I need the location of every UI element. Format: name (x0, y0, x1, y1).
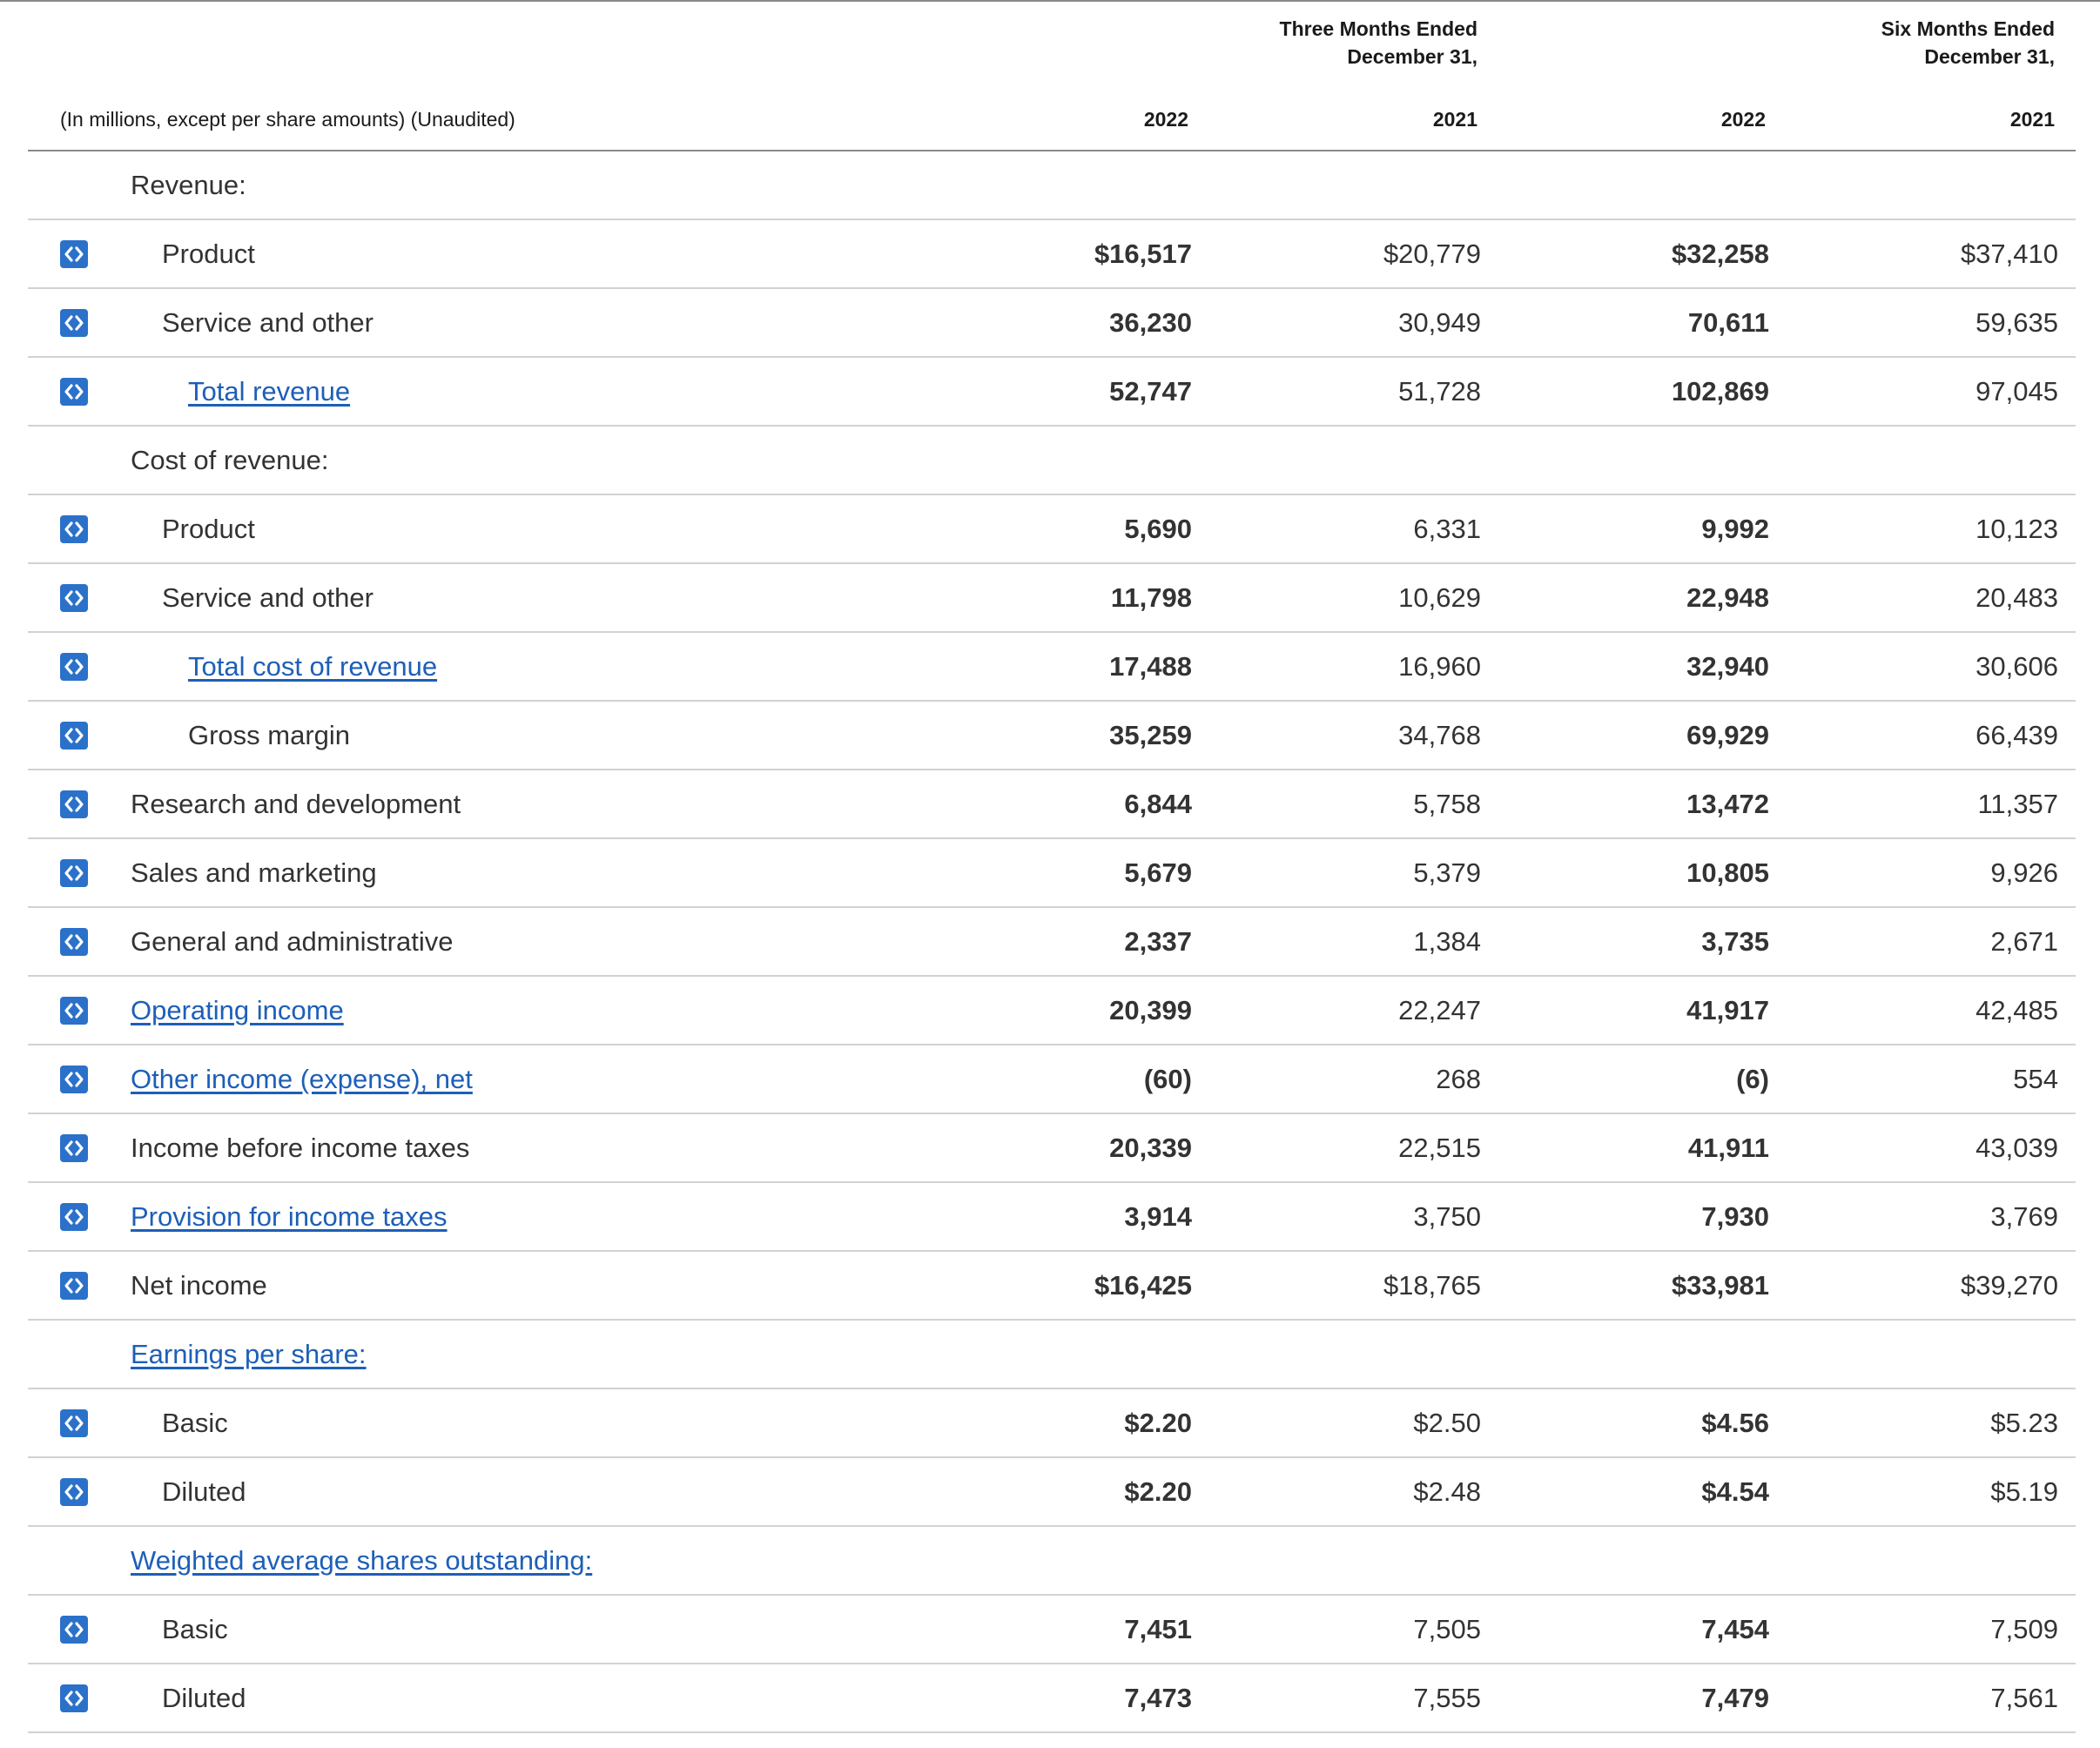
expand-collapse-icon[interactable] (60, 515, 88, 543)
value-cell: 268 (1436, 1064, 1481, 1094)
value-cell: 3,914 (1124, 1201, 1192, 1232)
table-row-provision-for-income-taxes (28, 1183, 2076, 1252)
value-cell: 7,930 (1701, 1201, 1769, 1232)
row-label: Product (162, 514, 255, 544)
row-label: Gross margin (188, 720, 351, 750)
table-row-revenue (28, 151, 2076, 220)
value-cell: 97,045 (1975, 376, 2058, 407)
table-row-earnings-per-share (28, 1321, 2076, 1389)
value-cell: 17,488 (1109, 651, 1192, 682)
row-label: Net income (131, 1270, 267, 1301)
value-cell: 22,515 (1398, 1133, 1481, 1163)
value-cell: 9,926 (1990, 857, 2058, 888)
table-row-research-and-development (28, 770, 2076, 839)
value-cell: 30,606 (1975, 651, 2058, 682)
year-header-ytd-2022: 2022 (1720, 108, 1766, 131)
expand-collapse-icon[interactable] (60, 1616, 88, 1644)
value-cell: 2,671 (1990, 926, 2058, 957)
expand-collapse-icon[interactable] (60, 722, 88, 750)
row-label-link[interactable]: Operating income (131, 995, 344, 1025)
table-row-gross-margin (28, 702, 2076, 770)
value-cell: 22,247 (1398, 995, 1481, 1025)
row-label-link[interactable]: Provision for income taxes (131, 1201, 448, 1232)
value-cell: $4.56 (1701, 1408, 1769, 1438)
row-label: Diluted (162, 1476, 246, 1507)
value-cell: $16,517 (1094, 239, 1192, 269)
value-cell: $37,410 (1960, 239, 2058, 269)
expand-collapse-icon[interactable] (60, 997, 88, 1025)
value-cell: 7,509 (1990, 1614, 2058, 1644)
value-cell: $2.50 (1413, 1408, 1481, 1438)
value-cell: 66,439 (1975, 720, 2058, 750)
table-row-cost-of-revenue (28, 427, 2076, 495)
value-cell: 9,992 (1701, 514, 1769, 544)
row-label: General and administrative (131, 926, 454, 957)
value-cell: 3,750 (1413, 1201, 1481, 1232)
expand-collapse-icon[interactable] (60, 928, 88, 956)
value-cell: 70,611 (1687, 307, 1769, 338)
value-cell: 7,561 (1990, 1683, 2058, 1713)
value-cell: 5,758 (1413, 789, 1481, 819)
table-row-net-income (28, 1252, 2076, 1321)
value-cell: $5.23 (1990, 1408, 2058, 1438)
value-cell: 11,357 (1977, 789, 2058, 819)
expand-collapse-icon[interactable] (60, 584, 88, 612)
value-cell: 102,869 (1671, 376, 1769, 407)
value-cell: 52,747 (1109, 376, 1192, 407)
value-cell: 22,948 (1686, 582, 1769, 613)
value-cell: $4.54 (1701, 1476, 1769, 1507)
value-cell: 13,472 (1686, 789, 1769, 819)
value-cell: (60) (1143, 1064, 1192, 1094)
value-cell: 10,123 (1975, 514, 2058, 544)
table-row-other-income-expense-net (28, 1045, 2076, 1114)
table-row-total-cost-of-revenue (28, 633, 2076, 702)
value-cell: $2.20 (1124, 1408, 1192, 1438)
expand-collapse-icon[interactable] (60, 378, 88, 406)
value-cell: 59,635 (1975, 307, 2058, 338)
value-cell: 7,555 (1413, 1683, 1481, 1713)
table-row-diluted (28, 1458, 2076, 1527)
row-label: Service and other (162, 582, 374, 613)
value-cell: 30,949 (1398, 307, 1481, 338)
expand-collapse-icon[interactable] (60, 1478, 88, 1506)
table-row-total-revenue (28, 358, 2076, 427)
value-cell: 10,805 (1686, 857, 1769, 888)
value-cell: $39,270 (1960, 1270, 2058, 1301)
value-cell: 554 (2013, 1064, 2058, 1094)
table-row-operating-income (28, 977, 2076, 1045)
row-label: Diluted (162, 1683, 246, 1713)
value-cell: 5,379 (1413, 857, 1481, 888)
table-row-basic (28, 1389, 2076, 1458)
year-header-q-2021: 2021 (1432, 108, 1477, 131)
value-cell: 32,940 (1686, 651, 1769, 682)
expand-collapse-icon[interactable] (60, 653, 88, 681)
value-cell: $16,425 (1094, 1270, 1192, 1301)
expand-collapse-icon[interactable] (60, 240, 88, 268)
table-row-diluted (28, 1664, 2076, 1733)
table-row-income-before-income-taxes (28, 1114, 2076, 1183)
value-cell: 20,339 (1109, 1133, 1192, 1163)
table-row-service-and-other (28, 564, 2076, 633)
table-caption: (In millions, except per share amounts) (Unaudited) (60, 108, 515, 131)
value-cell: 16,960 (1398, 651, 1481, 682)
expand-collapse-icon[interactable] (60, 1409, 88, 1437)
row-label-link[interactable]: Weighted average shares outstanding: (131, 1545, 593, 1576)
value-cell: 41,911 (1687, 1133, 1769, 1163)
table-row-product (28, 220, 2076, 289)
row-label: Research and development (131, 789, 461, 819)
value-cell: $2.20 (1124, 1476, 1192, 1507)
value-cell: 7,451 (1124, 1614, 1192, 1644)
table-row-sales-and-marketing (28, 839, 2076, 908)
row-label: Service and other (162, 307, 374, 338)
row-label-link[interactable]: Other income (expense), net (131, 1064, 473, 1094)
row-label-link[interactable]: Total cost of revenue (188, 651, 438, 682)
value-cell: 6,331 (1413, 514, 1481, 544)
value-cell: 51,728 (1398, 376, 1481, 407)
table-row-weighted-average-shares-outstanding (28, 1527, 2076, 1596)
value-cell: 7,473 (1124, 1683, 1192, 1713)
row-label: Basic (162, 1408, 228, 1438)
column-header-row (0, 104, 2100, 134)
value-cell: 7,479 (1701, 1683, 1769, 1713)
expand-collapse-icon[interactable] (60, 1684, 88, 1712)
table-row-service-and-other (28, 289, 2076, 358)
three-months-header: Three Months Ended December 31, (1279, 17, 1477, 68)
row-label: Product (162, 239, 255, 269)
year-header-q-2022: 2022 (1143, 108, 1188, 131)
value-cell: 34,768 (1398, 720, 1481, 750)
row-label: Income before income taxes (131, 1133, 470, 1163)
value-cell: 1,384 (1413, 926, 1481, 957)
row-label: Sales and marketing (131, 857, 377, 888)
expand-collapse-icon[interactable] (60, 1066, 88, 1093)
value-cell: 3,735 (1701, 926, 1769, 957)
value-cell: $20,779 (1383, 239, 1481, 269)
value-cell: 5,679 (1124, 857, 1192, 888)
expand-collapse-icon[interactable] (60, 1134, 88, 1162)
value-cell: 20,399 (1109, 995, 1192, 1025)
expand-collapse-icon[interactable] (60, 1203, 88, 1231)
value-cell: 42,485 (1975, 995, 2058, 1025)
value-cell: 2,337 (1124, 926, 1192, 957)
row-label: Basic (162, 1614, 228, 1644)
value-cell: 43,039 (1975, 1133, 2058, 1163)
expand-collapse-icon[interactable] (60, 309, 88, 337)
value-cell: 3,769 (1990, 1201, 2058, 1232)
value-cell: 36,230 (1109, 307, 1192, 338)
value-cell: $18,765 (1383, 1270, 1481, 1301)
year-header-ytd-2021: 2021 (2009, 108, 2055, 131)
value-cell: 20,483 (1975, 582, 2058, 613)
value-cell: 7,454 (1701, 1614, 1769, 1644)
top-border (0, 0, 2100, 2)
row-label-link[interactable]: Total revenue (188, 376, 351, 407)
value-cell: $33,981 (1671, 1270, 1769, 1301)
six-months-header: Six Months Ended December 31, (1881, 17, 2055, 68)
value-cell: 41,917 (1686, 995, 1769, 1025)
income-statement-table (28, 151, 2076, 1733)
value-cell: $32,258 (1671, 239, 1769, 269)
value-cell: 69,929 (1686, 720, 1769, 750)
row-label: Cost of revenue: (131, 445, 329, 475)
value-cell: 5,690 (1124, 514, 1192, 544)
table-row-basic (28, 1596, 2076, 1664)
row-label-link[interactable]: Earnings per share: (131, 1339, 367, 1369)
value-cell: 6,844 (1124, 789, 1192, 819)
value-cell: 35,259 (1109, 720, 1192, 750)
row-label: Revenue: (131, 170, 246, 200)
value-cell: $5.19 (1990, 1476, 2058, 1507)
value-cell: 11,798 (1110, 582, 1192, 613)
value-cell: $2.48 (1413, 1476, 1481, 1507)
value-cell: 10,629 (1398, 582, 1481, 613)
expand-collapse-icon[interactable] (60, 859, 88, 887)
table-row-general-and-administrative (28, 908, 2076, 977)
table-row-product (28, 495, 2076, 564)
value-cell: 7,505 (1413, 1614, 1481, 1644)
expand-collapse-icon[interactable] (60, 790, 88, 818)
expand-collapse-icon[interactable] (60, 1272, 88, 1300)
value-cell: (6) (1736, 1064, 1769, 1094)
